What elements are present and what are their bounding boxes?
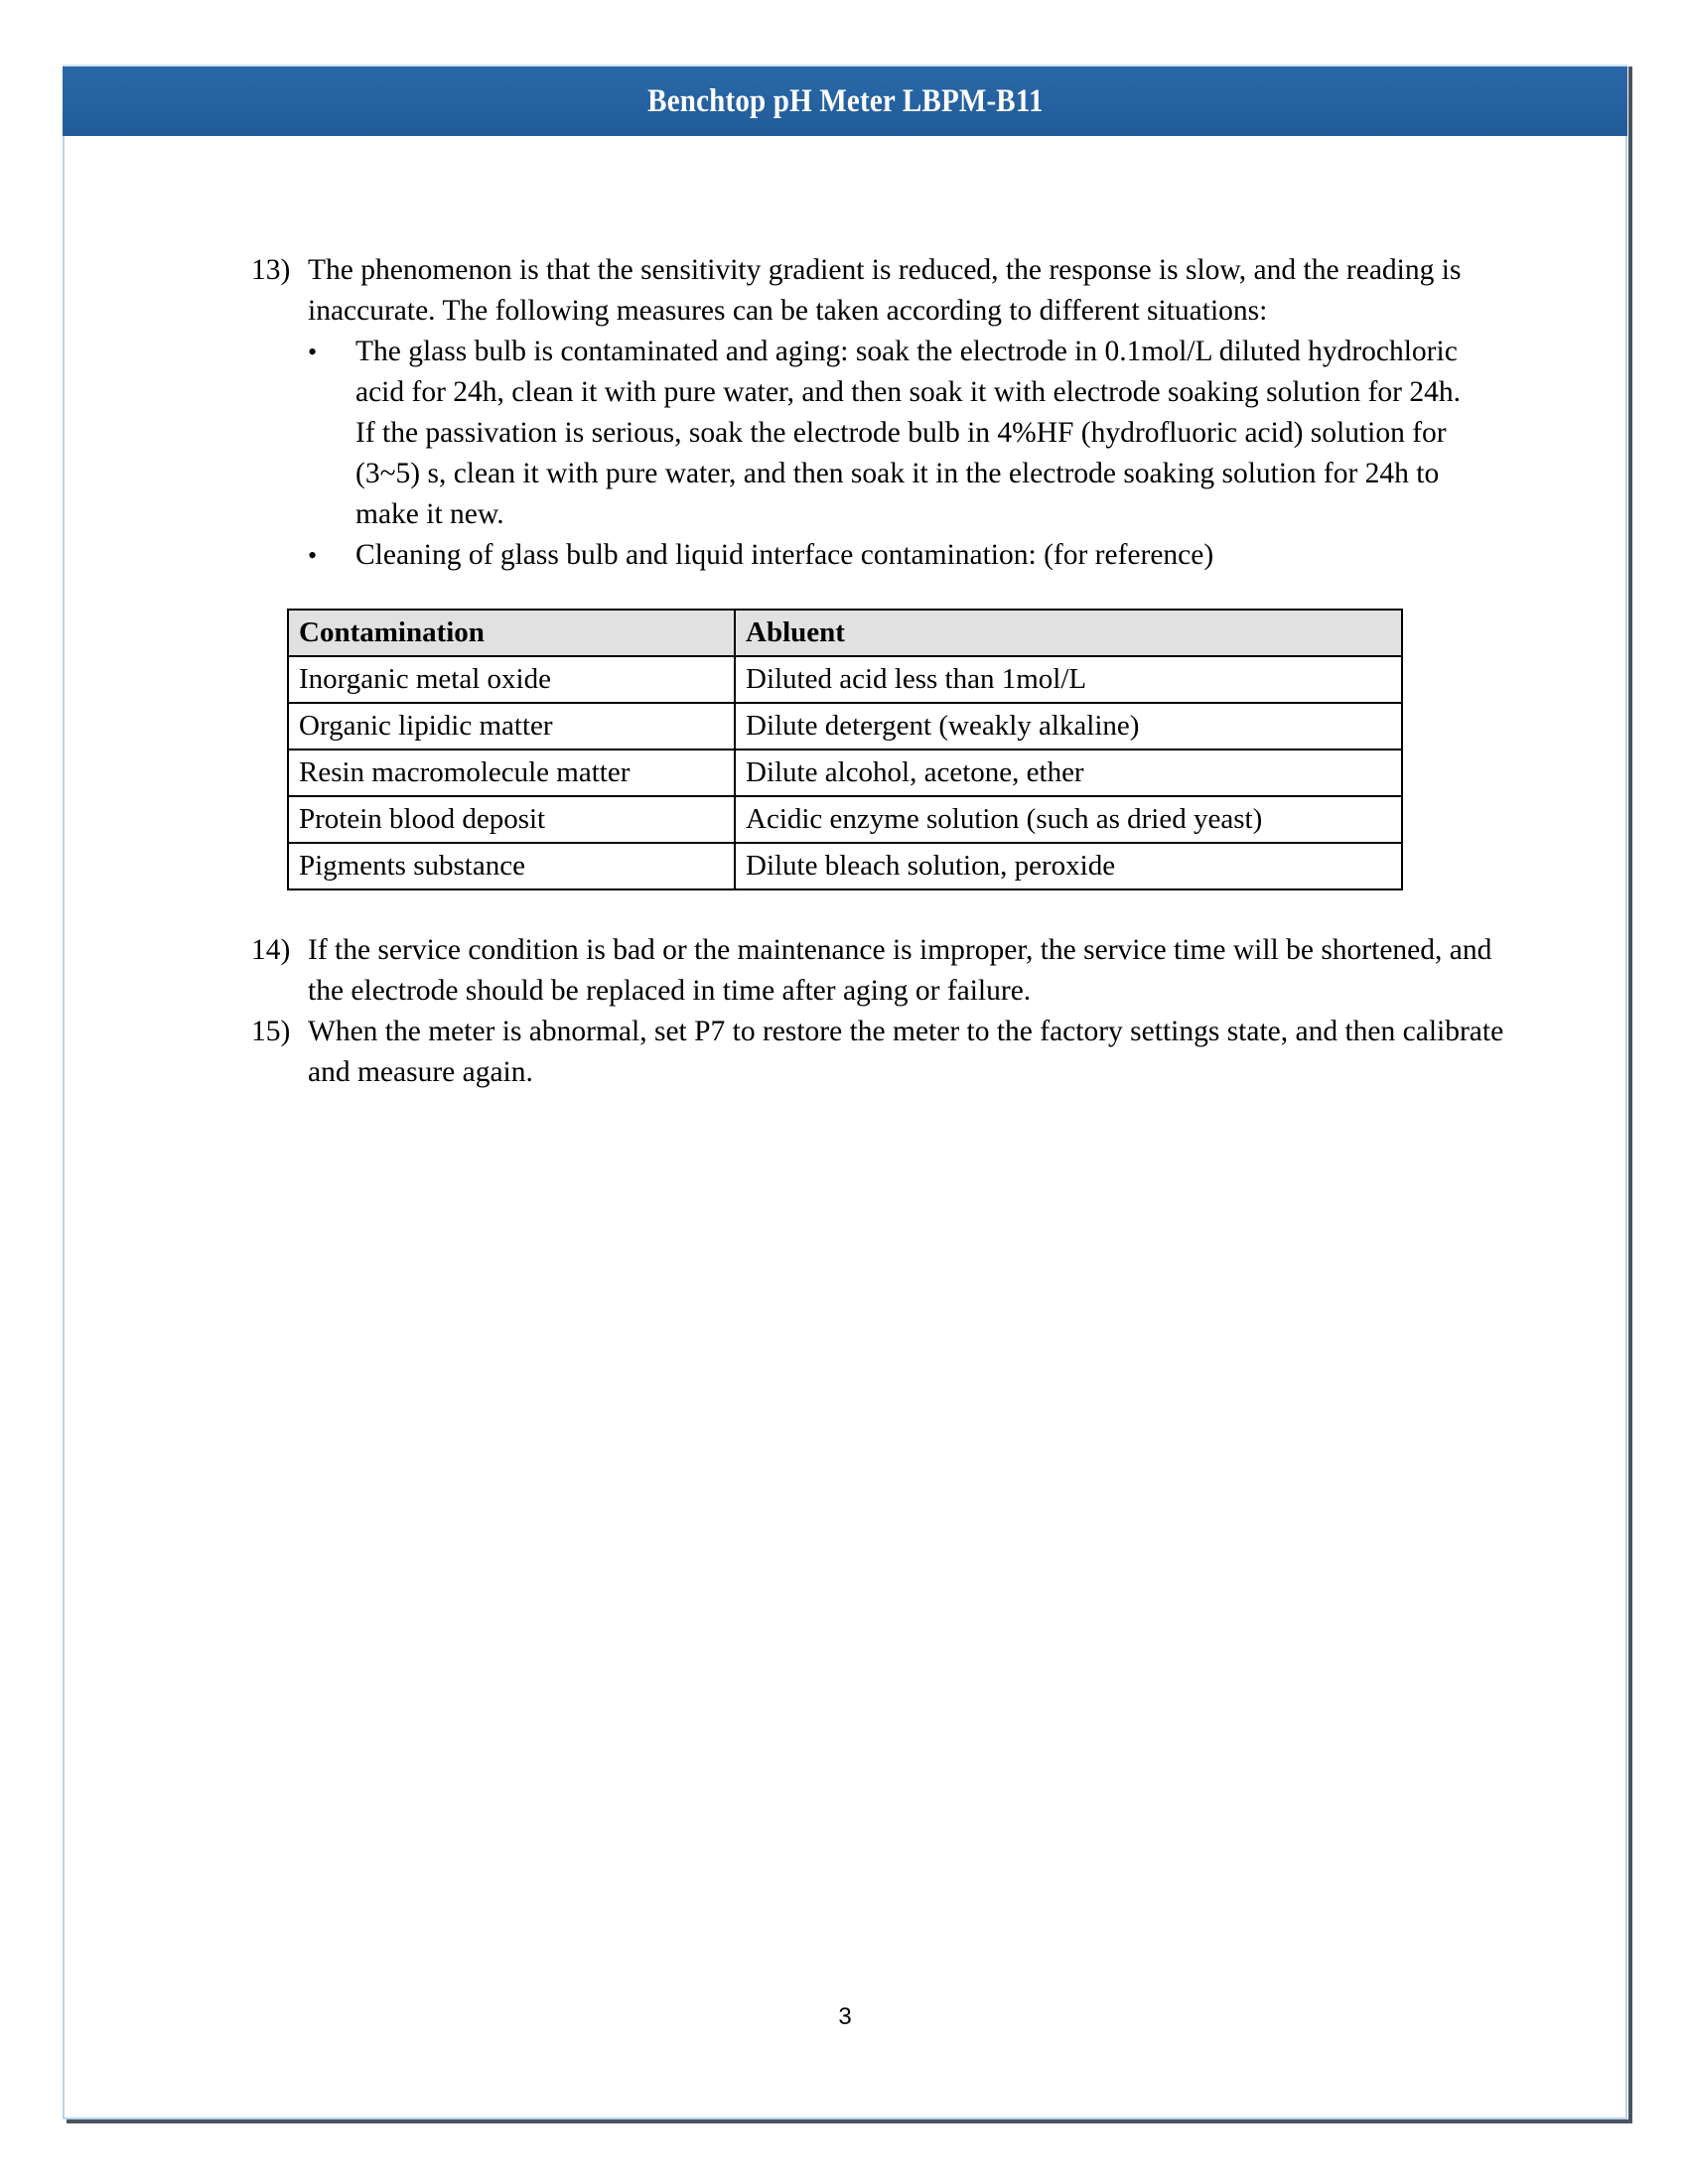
bullet-dot-icon: • (308, 338, 318, 366)
list-item-14-marker: 14) (251, 934, 291, 966)
bullet-list-13 (308, 332, 1479, 576)
table-header-contamination: Contamination (288, 610, 735, 656)
list-item-bullet-2 (308, 535, 1479, 576)
document-header-banner (63, 65, 1627, 136)
table-cell-abluent: Acidic enzyme solution (such as dried yeast) (735, 796, 1402, 843)
table-cell-abluent: Diluted acid less than 1mol/L (735, 656, 1402, 703)
table-row (288, 750, 1402, 796)
table-cell-abluent: Dilute bleach solution, peroxide (735, 843, 1402, 889)
bullet-dot-icon: • (308, 541, 318, 570)
list-item-bullet-2-text: Cleaning of glass bulb and liquid interface contamination: (for reference) (355, 539, 1214, 571)
list-item-15-text: When the meter is abnormal, set P7 to restore the meter to the factory settings state, and then calibrate and measure again. (308, 1016, 1504, 1088)
table-header-row (288, 610, 1402, 656)
table-cell-contamination: Pigments substance (288, 843, 735, 889)
table-row (288, 796, 1402, 843)
table-cell-abluent: Dilute alcohol, acetone, ether (735, 750, 1402, 796)
table-cell-abluent: Dilute detergent (weakly alkaline) (735, 703, 1402, 750)
list-item-bullet-1 (308, 332, 1479, 535)
table-cell-contamination: Organic lipidic matter (288, 703, 735, 750)
list-item-14 (251, 930, 1534, 1012)
list-item-15-marker: 15) (251, 1016, 291, 1047)
page-number: 3 (838, 2003, 852, 2030)
contamination-abluent-table (287, 609, 1403, 890)
list-item-13-marker: 13) (251, 254, 291, 286)
list-item-bullet-1-text: The glass bulb is contaminated and aging: soak the electrode in 0.1mol/L diluted hydrochloric acid for 24h, clean it with pure water, and then soak it with electrode soaking solution for 24h. If the passivation is serious, soak the electrode bulb in 4%HF (hydrofluoric acid) solution for (3~5) s, clean it with pure water, and then soak it in the electrode soaking solution for 24h to make it new. (355, 336, 1461, 530)
table-cell-contamination: Resin macromolecule matter (288, 750, 735, 796)
list-item-14-text: If the service condition is bad or the maintenance is improper, the service time will be shortened, and the electrode should be replaced in time after aging or failure. (308, 934, 1492, 1007)
table-cell-contamination: Inorganic metal oxide (288, 656, 735, 703)
list-item-13-text: The phenomenon is that the sensitivity gradient is reduced, the response is slow, and the reading is inaccurate. The following measures can be taken according to different situations: (308, 254, 1462, 327)
document-body (63, 136, 1627, 2119)
list-item-13 (251, 250, 1534, 332)
document-title: Benchtop pH Meter LBPM-B11 (646, 82, 1044, 119)
list-item-15 (251, 1012, 1534, 1093)
table-row (288, 656, 1402, 703)
page-footer (63, 2003, 1627, 2031)
page-shadow-bottom (67, 2119, 1632, 2123)
table-header-abluent: Abluent (735, 610, 1402, 656)
table-cell-contamination: Protein blood deposit (288, 796, 735, 843)
table-row (288, 703, 1402, 750)
page-shadow-right (1628, 67, 1632, 2123)
table-row (288, 843, 1402, 889)
